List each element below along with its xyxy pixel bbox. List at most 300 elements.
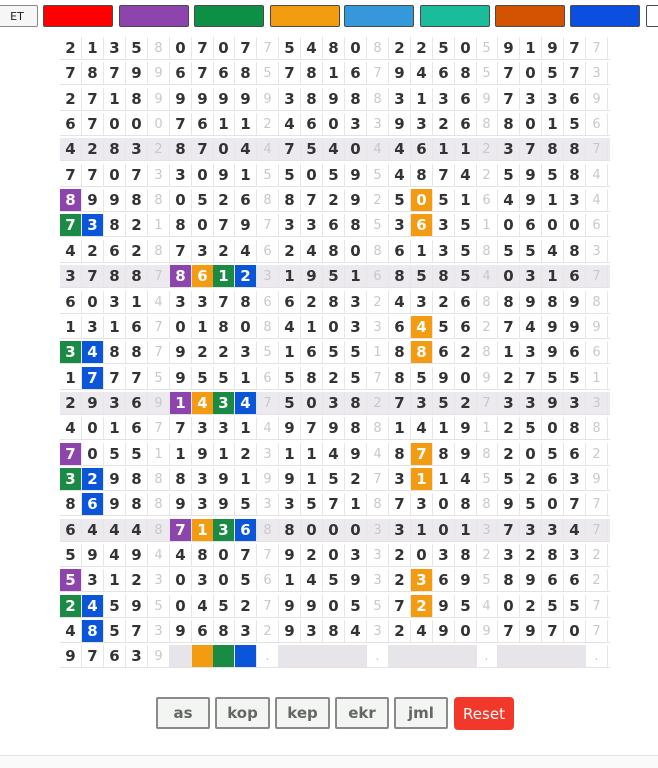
- grid-cell[interactable]: 0: [455, 37, 477, 59]
- grid-cell[interactable]: 0: [345, 519, 367, 541]
- grid-cell[interactable]: 0: [82, 291, 104, 313]
- grid-cell[interactable]: 8: [60, 189, 82, 211]
- grid-cell[interactable]: 4: [301, 240, 323, 262]
- grid-cell[interactable]: 3: [345, 316, 367, 338]
- grid-cell[interactable]: 7: [586, 493, 608, 515]
- grid-cell[interactable]: 4: [323, 443, 345, 465]
- grid-cell[interactable]: 3: [564, 544, 586, 566]
- grid-cell[interactable]: 3: [148, 164, 170, 186]
- grid-cell[interactable]: 7: [279, 138, 301, 160]
- grid-cell[interactable]: 5: [498, 468, 520, 490]
- grid-cell[interactable]: 0: [564, 214, 586, 236]
- jml-button[interactable]: jml: [394, 697, 448, 729]
- grid-cell[interactable]: 8: [126, 468, 148, 490]
- grid-cell[interactable]: 3: [564, 468, 586, 490]
- grid-cell[interactable]: 4: [411, 620, 433, 642]
- grid-cell[interactable]: 5: [279, 164, 301, 186]
- grid-cell[interactable]: 5: [323, 468, 345, 490]
- grid-cell[interactable]: 3: [498, 544, 520, 566]
- grid-cell[interactable]: 6: [455, 113, 477, 135]
- grid-cell[interactable]: 3: [213, 519, 235, 541]
- grid-cell[interactable]: 4: [476, 265, 498, 287]
- grid-cell[interactable]: [279, 645, 301, 667]
- grid-cell[interactable]: 7: [235, 37, 257, 59]
- grid-cell[interactable]: 8: [148, 189, 170, 211]
- grid-cell[interactable]: 1: [126, 291, 148, 313]
- grid-cell[interactable]: 1: [301, 468, 323, 490]
- grid-cell[interactable]: 5: [498, 240, 520, 262]
- grid-cell[interactable]: 7: [564, 37, 586, 59]
- grid-cell[interactable]: 5: [279, 367, 301, 389]
- grid-cell[interactable]: 6: [279, 291, 301, 313]
- grid-cell[interactable]: 2: [455, 341, 477, 363]
- grid-cell[interactable]: .: [367, 645, 389, 667]
- grid-cell[interactable]: 4: [104, 519, 126, 541]
- kep-button[interactable]: kep: [275, 697, 330, 729]
- grid-cell[interactable]: 2: [433, 291, 455, 313]
- grid-cell[interactable]: 3: [301, 214, 323, 236]
- grid-cell[interactable]: 6: [104, 240, 126, 262]
- grid-cell[interactable]: 8: [389, 367, 411, 389]
- grid-cell[interactable]: 5: [213, 595, 235, 617]
- grid-cell[interactable]: 5: [433, 392, 455, 414]
- grid-cell[interactable]: 0: [411, 189, 433, 211]
- grid-cell[interactable]: 7: [520, 367, 542, 389]
- grid-cell[interactable]: 2: [367, 392, 389, 414]
- grid-cell[interactable]: 5: [60, 544, 82, 566]
- grid-cell[interactable]: 7: [170, 519, 192, 541]
- kop-button[interactable]: kop: [215, 697, 270, 729]
- grid-cell[interactable]: 5: [542, 367, 564, 389]
- grid-cell[interactable]: 9: [520, 164, 542, 186]
- grid-cell[interactable]: 8: [170, 468, 192, 490]
- grid-cell[interactable]: 2: [235, 595, 257, 617]
- grid-cell[interactable]: 0: [520, 113, 542, 135]
- grid-cell[interactable]: 3: [411, 493, 433, 515]
- grid-cell[interactable]: 7: [82, 88, 104, 110]
- grid-cell[interactable]: 8: [279, 519, 301, 541]
- grid-cell[interactable]: 9: [213, 493, 235, 515]
- grid-cell[interactable]: 2: [520, 468, 542, 490]
- grid-cell[interactable]: 2: [279, 240, 301, 262]
- grid-cell[interactable]: 2: [433, 113, 455, 135]
- grid-cell[interactable]: 4: [520, 316, 542, 338]
- grid-cell[interactable]: 1: [213, 265, 235, 287]
- grid-cell[interactable]: 7: [498, 62, 520, 84]
- grid-cell[interactable]: 5: [104, 595, 126, 617]
- grid-cell[interactable]: 3: [367, 519, 389, 541]
- grid-cell[interactable]: 1: [192, 519, 214, 541]
- color-swatch-3[interactable]: [194, 5, 264, 27]
- grid-cell[interactable]: 5: [301, 493, 323, 515]
- grid-cell[interactable]: 7: [148, 417, 170, 439]
- grid-cell[interactable]: 3: [213, 417, 235, 439]
- grid-cell[interactable]: 2: [60, 37, 82, 59]
- color-swatch-7[interactable]: [495, 5, 565, 27]
- grid-cell[interactable]: 6: [455, 316, 477, 338]
- grid-cell[interactable]: 3: [60, 341, 82, 363]
- grid-cell[interactable]: 3: [192, 291, 214, 313]
- grid-cell[interactable]: 1: [279, 341, 301, 363]
- grid-cell[interactable]: 3: [104, 392, 126, 414]
- color-swatch-2[interactable]: [119, 5, 189, 27]
- grid-cell[interactable]: 3: [148, 569, 170, 591]
- grid-cell[interactable]: 5: [148, 367, 170, 389]
- grid-cell[interactable]: 3: [301, 620, 323, 642]
- grid-cell[interactable]: 7: [60, 443, 82, 465]
- grid-cell[interactable]: 4: [60, 138, 82, 160]
- grid-cell[interactable]: 3: [257, 265, 279, 287]
- grid-cell[interactable]: 2: [213, 240, 235, 262]
- grid-cell[interactable]: 7: [389, 595, 411, 617]
- grid-cell[interactable]: 9: [148, 645, 170, 667]
- grid-cell[interactable]: 0: [345, 138, 367, 160]
- grid-cell[interactable]: 5: [345, 341, 367, 363]
- grid-cell[interactable]: 9: [586, 468, 608, 490]
- grid-cell[interactable]: 3: [82, 214, 104, 236]
- grid-cell[interactable]: 2: [586, 443, 608, 465]
- grid-cell[interactable]: 7: [126, 620, 148, 642]
- grid-cell[interactable]: 9: [104, 493, 126, 515]
- grid-cell[interactable]: 5: [476, 569, 498, 591]
- grid-cell[interactable]: 9: [213, 164, 235, 186]
- grid-cell[interactable]: 1: [323, 62, 345, 84]
- grid-cell[interactable]: 4: [586, 189, 608, 211]
- grid-cell[interactable]: 9: [498, 493, 520, 515]
- grid-cell[interactable]: 8: [564, 138, 586, 160]
- grid-cell[interactable]: 9: [564, 291, 586, 313]
- grid-cell[interactable]: 9: [104, 189, 126, 211]
- grid-cell[interactable]: 7: [82, 367, 104, 389]
- grid-cell[interactable]: 9: [301, 595, 323, 617]
- grid-cell[interactable]: 1: [411, 240, 433, 262]
- grid-cell[interactable]: 2: [586, 544, 608, 566]
- grid-cell[interactable]: 2: [213, 341, 235, 363]
- grid-cell[interactable]: 3: [279, 88, 301, 110]
- grid-cell[interactable]: 2: [126, 214, 148, 236]
- grid-cell[interactable]: 8: [498, 113, 520, 135]
- grid-cell[interactable]: 8: [301, 62, 323, 84]
- grid-cell[interactable]: 5: [345, 595, 367, 617]
- grid-cell[interactable]: 5: [520, 240, 542, 262]
- grid-cell[interactable]: 8: [323, 37, 345, 59]
- grid-cell[interactable]: 3: [345, 291, 367, 313]
- grid-cell[interactable]: 1: [433, 417, 455, 439]
- grid-cell[interactable]: 8: [389, 265, 411, 287]
- grid-cell[interactable]: 3: [542, 519, 564, 541]
- grid-cell[interactable]: 8: [192, 544, 214, 566]
- grid-cell[interactable]: 8: [498, 291, 520, 313]
- grid-cell[interactable]: 3: [192, 417, 214, 439]
- grid-cell[interactable]: 8: [455, 62, 477, 84]
- grid-cell[interactable]: 8: [104, 341, 126, 363]
- grid-cell[interactable]: 3: [192, 569, 214, 591]
- grid-cell[interactable]: 2: [257, 113, 279, 135]
- grid-cell[interactable]: 9: [170, 88, 192, 110]
- grid-cell[interactable]: 7: [104, 367, 126, 389]
- grid-cell[interactable]: 1: [235, 367, 257, 389]
- grid-cell[interactable]: 3: [586, 62, 608, 84]
- grid-cell[interactable]: 3: [367, 620, 389, 642]
- grid-cell[interactable]: 7: [192, 62, 214, 84]
- grid-cell[interactable]: 5: [520, 417, 542, 439]
- grid-cell[interactable]: 1: [520, 37, 542, 59]
- grid-cell[interactable]: 3: [82, 569, 104, 591]
- grid-cell[interactable]: 3: [235, 620, 257, 642]
- grid-cell[interactable]: 9: [542, 341, 564, 363]
- grid-cell[interactable]: 3: [235, 341, 257, 363]
- grid-cell[interactable]: 0: [520, 443, 542, 465]
- grid-cell[interactable]: [235, 645, 257, 667]
- grid-cell[interactable]: 9: [520, 291, 542, 313]
- grid-cell[interactable]: 0: [192, 214, 214, 236]
- grid-cell[interactable]: 4: [82, 519, 104, 541]
- grid-cell[interactable]: 0: [213, 569, 235, 591]
- grid-cell[interactable]: 5: [192, 189, 214, 211]
- grid-cell[interactable]: 5: [542, 164, 564, 186]
- grid-cell[interactable]: 5: [257, 164, 279, 186]
- grid-cell[interactable]: 7: [257, 214, 279, 236]
- grid-cell[interactable]: 9: [257, 88, 279, 110]
- grid-cell[interactable]: 9: [564, 316, 586, 338]
- grid-cell[interactable]: 7: [213, 214, 235, 236]
- grid-cell[interactable]: 7: [60, 62, 82, 84]
- grid-cell[interactable]: 8: [82, 620, 104, 642]
- grid-cell[interactable]: 9: [586, 88, 608, 110]
- grid-cell[interactable]: 2: [411, 37, 433, 59]
- grid-cell[interactable]: 4: [498, 189, 520, 211]
- grid-cell[interactable]: 9: [235, 88, 257, 110]
- grid-cell[interactable]: 9: [520, 620, 542, 642]
- grid-cell[interactable]: 4: [389, 164, 411, 186]
- grid-cell[interactable]: 1: [213, 113, 235, 135]
- grid-cell[interactable]: 6: [60, 291, 82, 313]
- grid-cell[interactable]: 9: [345, 443, 367, 465]
- grid-cell[interactable]: 8: [301, 367, 323, 389]
- grid-cell[interactable]: 8: [170, 214, 192, 236]
- grid-cell[interactable]: 7: [257, 544, 279, 566]
- grid-cell[interactable]: 3: [586, 392, 608, 414]
- grid-cell[interactable]: 8: [126, 88, 148, 110]
- grid-cell[interactable]: 7: [148, 316, 170, 338]
- grid-cell[interactable]: 4: [301, 37, 323, 59]
- grid-cell[interactable]: 0: [542, 214, 564, 236]
- grid-cell[interactable]: 2: [323, 367, 345, 389]
- grid-cell[interactable]: 9: [82, 189, 104, 211]
- grid-cell[interactable]: 8: [564, 164, 586, 186]
- grid-cell[interactable]: [542, 645, 564, 667]
- grid-cell[interactable]: 4: [235, 240, 257, 262]
- grid-cell[interactable]: 6: [257, 367, 279, 389]
- grid-cell[interactable]: 2: [411, 595, 433, 617]
- grid-cell[interactable]: 4: [586, 164, 608, 186]
- grid-cell[interactable]: 9: [476, 88, 498, 110]
- grid-cell[interactable]: 3: [126, 645, 148, 667]
- grid-cell[interactable]: 6: [433, 569, 455, 591]
- grid-cell[interactable]: 5: [367, 595, 389, 617]
- grid-cell[interactable]: 6: [389, 316, 411, 338]
- grid-cell[interactable]: 6: [257, 240, 279, 262]
- grid-cell[interactable]: 3: [367, 316, 389, 338]
- grid-cell[interactable]: 8: [82, 62, 104, 84]
- grid-cell[interactable]: 8: [345, 392, 367, 414]
- grid-cell[interactable]: 2: [389, 544, 411, 566]
- grid-cell[interactable]: 7: [542, 620, 564, 642]
- grid-cell[interactable]: 9: [498, 37, 520, 59]
- grid-cell[interactable]: 7: [586, 595, 608, 617]
- grid-cell[interactable]: 2: [389, 620, 411, 642]
- grid-cell[interactable]: 1: [148, 443, 170, 465]
- grid-cell[interactable]: 9: [476, 620, 498, 642]
- grid-cell[interactable]: 1: [542, 265, 564, 287]
- grid-cell[interactable]: 9: [170, 493, 192, 515]
- grid-cell[interactable]: 7: [257, 595, 279, 617]
- grid-cell[interactable]: 0: [170, 595, 192, 617]
- grid-cell[interactable]: 2: [389, 37, 411, 59]
- grid-cell[interactable]: 6: [455, 291, 477, 313]
- grid-cell[interactable]: 1: [542, 189, 564, 211]
- grid-cell[interactable]: 2: [82, 468, 104, 490]
- grid-cell[interactable]: 1: [345, 265, 367, 287]
- grid-cell[interactable]: 9: [170, 620, 192, 642]
- grid-cell[interactable]: 0: [104, 113, 126, 135]
- grid-cell[interactable]: 5: [476, 37, 498, 59]
- grid-cell[interactable]: 0: [301, 164, 323, 186]
- grid-cell[interactable]: 7: [82, 164, 104, 186]
- grid-cell[interactable]: 9: [389, 113, 411, 135]
- grid-cell[interactable]: 4: [411, 62, 433, 84]
- grid-cell[interactable]: 8: [389, 443, 411, 465]
- grid-cell[interactable]: 7: [498, 88, 520, 110]
- grid-cell[interactable]: 2: [455, 392, 477, 414]
- grid-cell[interactable]: 2: [213, 189, 235, 211]
- grid-cell[interactable]: 9: [520, 569, 542, 591]
- grid-cell[interactable]: 3: [367, 113, 389, 135]
- grid-cell[interactable]: 5: [345, 367, 367, 389]
- white-swatch[interactable]: [646, 5, 658, 27]
- grid-cell[interactable]: 2: [498, 367, 520, 389]
- grid-cell[interactable]: 6: [60, 113, 82, 135]
- grid-cell[interactable]: [498, 645, 520, 667]
- grid-cell[interactable]: 2: [82, 138, 104, 160]
- grid-cell[interactable]: 7: [301, 189, 323, 211]
- grid-cell[interactable]: 2: [257, 620, 279, 642]
- grid-cell[interactable]: 1: [235, 417, 257, 439]
- grid-cell[interactable]: 3: [279, 214, 301, 236]
- grid-cell[interactable]: 1: [279, 569, 301, 591]
- grid-cell[interactable]: 5: [279, 392, 301, 414]
- grid-cell[interactable]: 8: [542, 291, 564, 313]
- grid-cell[interactable]: 7: [367, 62, 389, 84]
- grid-cell[interactable]: 6: [564, 88, 586, 110]
- grid-cell[interactable]: 5: [542, 62, 564, 84]
- grid-cell[interactable]: [192, 645, 214, 667]
- grid-cell[interactable]: 3: [389, 214, 411, 236]
- grid-cell[interactable]: 7: [389, 493, 411, 515]
- grid-cell[interactable]: 6: [126, 417, 148, 439]
- grid-cell[interactable]: 7: [170, 417, 192, 439]
- grid-cell[interactable]: 1: [148, 214, 170, 236]
- grid-cell[interactable]: 0: [170, 316, 192, 338]
- grid-cell[interactable]: 9: [126, 595, 148, 617]
- grid-cell[interactable]: 1: [455, 189, 477, 211]
- grid-cell[interactable]: 6: [542, 569, 564, 591]
- grid-cell[interactable]: 5: [455, 595, 477, 617]
- grid-cell[interactable]: 4: [411, 316, 433, 338]
- grid-cell[interactable]: 2: [60, 88, 82, 110]
- grid-cell[interactable]: 6: [455, 88, 477, 110]
- grid-cell[interactable]: 9: [148, 392, 170, 414]
- grid-cell[interactable]: 2: [148, 138, 170, 160]
- grid-cell[interactable]: 7: [279, 62, 301, 84]
- grid-cell[interactable]: 3: [433, 88, 455, 110]
- grid-cell[interactable]: 2: [476, 316, 498, 338]
- grid-cell[interactable]: 5: [323, 265, 345, 287]
- grid-cell[interactable]: 3: [60, 265, 82, 287]
- grid-cell[interactable]: 1: [235, 164, 257, 186]
- grid-cell[interactable]: 6: [520, 214, 542, 236]
- grid-cell[interactable]: 9: [389, 62, 411, 84]
- grid-cell[interactable]: 0: [498, 265, 520, 287]
- grid-cell[interactable]: 8: [564, 240, 586, 262]
- grid-cell[interactable]: 3: [126, 138, 148, 160]
- grid-cell[interactable]: 9: [257, 468, 279, 490]
- grid-cell[interactable]: 4: [367, 443, 389, 465]
- grid-cell[interactable]: 1: [433, 138, 455, 160]
- grid-cell[interactable]: 0: [192, 164, 214, 186]
- grid-cell[interactable]: 9: [542, 37, 564, 59]
- grid-cell[interactable]: 3: [170, 291, 192, 313]
- grid-cell[interactable]: 0: [323, 595, 345, 617]
- grid-cell[interactable]: 2: [345, 468, 367, 490]
- grid-cell[interactable]: 2: [476, 544, 498, 566]
- grid-cell[interactable]: 3: [367, 569, 389, 591]
- grid-cell[interactable]: 1: [301, 443, 323, 465]
- grid-cell[interactable]: 1: [345, 493, 367, 515]
- grid-cell[interactable]: 5: [542, 443, 564, 465]
- grid-cell[interactable]: 8: [235, 62, 257, 84]
- grid-cell[interactable]: 4: [192, 595, 214, 617]
- grid-cell[interactable]: 7: [520, 138, 542, 160]
- grid-cell[interactable]: 4: [455, 468, 477, 490]
- grid-cell[interactable]: 8: [367, 88, 389, 110]
- grid-cell[interactable]: 5: [389, 189, 411, 211]
- grid-cell[interactable]: 8: [301, 88, 323, 110]
- grid-cell[interactable]: 5: [433, 316, 455, 338]
- grid-cell[interactable]: 5: [192, 367, 214, 389]
- grid-cell[interactable]: 3: [170, 164, 192, 186]
- grid-cell[interactable]: 6: [192, 113, 214, 135]
- grid-cell[interactable]: 1: [213, 443, 235, 465]
- grid-cell[interactable]: 8: [455, 493, 477, 515]
- grid-cell[interactable]: 7: [586, 620, 608, 642]
- grid-cell[interactable]: 7: [235, 544, 257, 566]
- grid-cell[interactable]: 8: [411, 164, 433, 186]
- grid-cell[interactable]: 9: [455, 417, 477, 439]
- grid-cell[interactable]: 8: [389, 341, 411, 363]
- grid-cell[interactable]: 3: [389, 468, 411, 490]
- grid-cell[interactable]: 8: [170, 265, 192, 287]
- grid-cell[interactable]: 8: [148, 240, 170, 262]
- grid-cell[interactable]: 3: [389, 88, 411, 110]
- grid-cell[interactable]: 8: [323, 620, 345, 642]
- grid-cell[interactable]: 6: [82, 493, 104, 515]
- grid-cell[interactable]: 0: [235, 316, 257, 338]
- grid-cell[interactable]: 7: [60, 164, 82, 186]
- grid-cell[interactable]: 3: [433, 544, 455, 566]
- grid-cell[interactable]: 6: [235, 189, 257, 211]
- grid-cell[interactable]: 1: [411, 468, 433, 490]
